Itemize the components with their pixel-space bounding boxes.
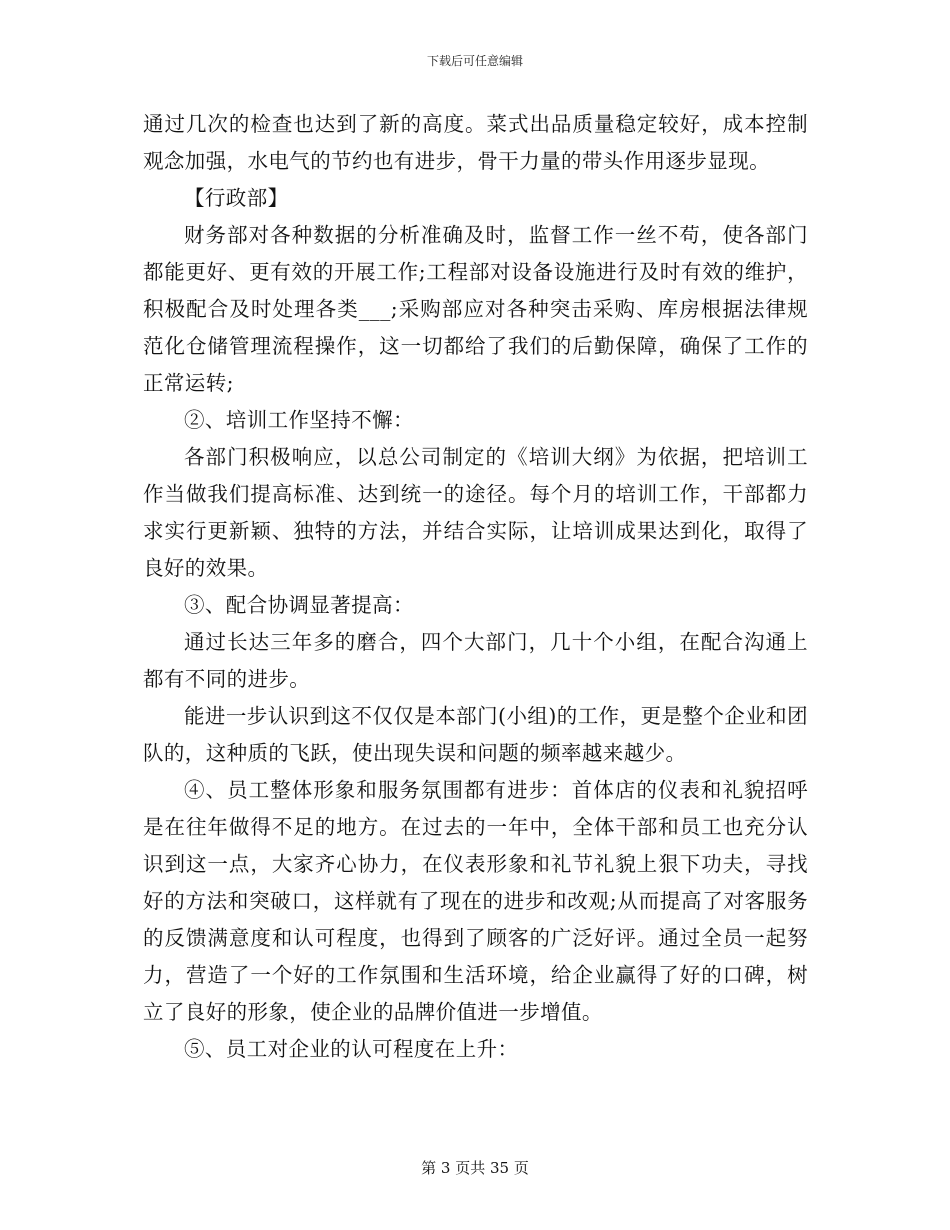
paragraph-training: 各部门积极响应，以总公司制定的《培训大纲》为依据，把培训工作当做我们提高标准、达到统一的途径。每个月的培训工作，干部都力求实行更新颖、独特的方法，并结合实际，让培训成果达到化，取得了良好的效果。: [143, 445, 808, 580]
paragraph-coordination: 通过长达三年多的磨合，四个大部门，几十个小组，在配合沟通上都有不同的进步。: [143, 630, 808, 691]
paragraph-admin: 财务部对各种数据的分析准确及时，监督工作一丝不苟，使各部门都能更好、更有效的开展工作;工程部对设备设施进行及时有效的维护，积极配合及时处理各类___;采购部应对各种突击采购、库房根据法律规范化仓储管理流程操作，这一切都给了我们的后勤保障，确保了工作的正常运转;: [143, 223, 808, 395]
paragraph-coordination-2: 能进一步认识到这不仅仅是本部门(小组)的工作，更是整个企业和团队的，这种质的飞跃，使出现失误和问题的频率越来越少。: [143, 704, 808, 765]
section-heading-admin: 【行政部】: [184, 186, 289, 210]
item-heading-coordination: ③、配合协调显著提高：: [184, 593, 414, 617]
paragraph-intro: 通过几次的检查也达到了新的高度。菜式出品质量稳定较好，成本控制观念加强，水电气的节约也有进步，骨干力量的带头作用逐步显现。: [143, 112, 808, 173]
item-heading-training: ②、培训工作坚持不懈：: [184, 408, 414, 432]
page-footer: 第 3 页共 35 页: [421, 1159, 529, 1177]
item-heading-recognition: ⑤、员工对企业的认可程度在上升：: [184, 1037, 519, 1061]
paragraph-staff-image: ④、员工整体形象和服务氛围都有进步：首体店的仪表和礼貌招呼是在往年做得不足的地方。在过去的一年中，全体干部和员工也充分认识到这一点，大家齐心协力，在仪表形象和礼节礼貌上狠下功夫，寻找好的方法和突破口，这样就有了现在的进步和改观;从而提高了对客服务的反馈满意度和认可程度，也得到了顾客的广泛好评。通过全员一起努力，营造了一个好的工作氛围和生活环境，给企业赢得了好的口碑，树立了良好的形象，使企业的品牌价值进一步增值。: [143, 778, 808, 1024]
document-body: [143, 106, 808, 1068]
page-header: 下载后可任意编辑: [426, 54, 523, 68]
